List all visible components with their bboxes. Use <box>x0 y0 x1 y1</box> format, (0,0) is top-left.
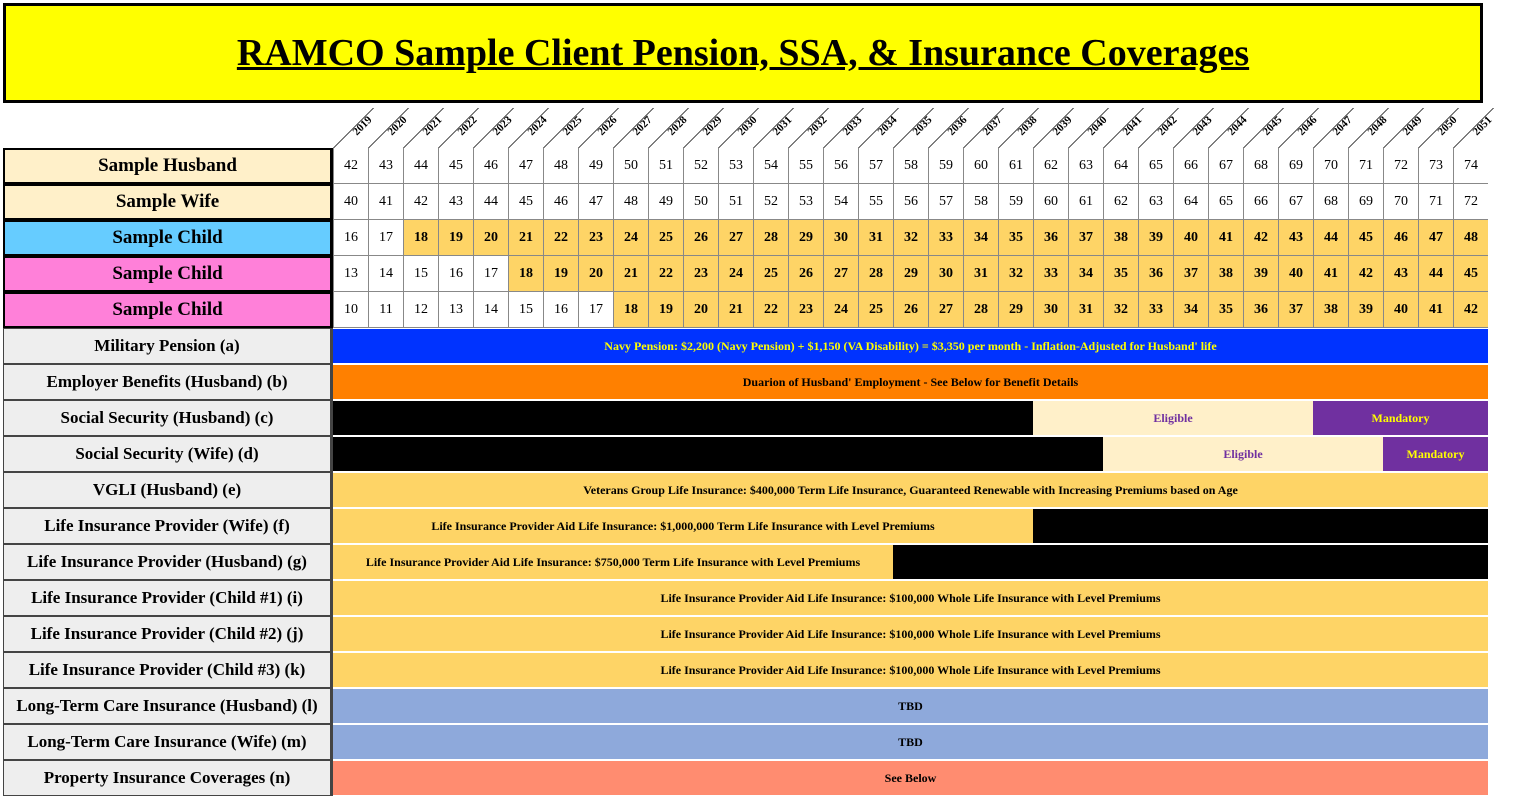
age-cell: 64 <box>1103 148 1138 184</box>
coverage-bar: Life Insurance Provider Aid Life Insurance: $100,000 Whole Life Insurance with Level Premiums <box>333 581 1488 615</box>
person-row <box>3 148 1492 184</box>
person-label: Sample Wife <box>3 184 333 220</box>
coverage-bar <box>333 437 1103 471</box>
age-cell: 52 <box>683 148 718 184</box>
age-cell: 70 <box>1383 184 1418 220</box>
age-cells <box>333 292 1492 328</box>
age-cell: 16 <box>333 220 368 256</box>
age-cell: 28 <box>753 220 788 256</box>
age-cell: 46 <box>1383 220 1418 256</box>
age-cell: 72 <box>1453 184 1488 220</box>
age-cell: 31 <box>858 220 893 256</box>
year-label: 2019 <box>350 113 375 138</box>
age-cell: 36 <box>1243 292 1278 328</box>
coverage-row <box>3 652 1492 688</box>
year-label: 2024 <box>525 113 550 138</box>
age-cell: 19 <box>648 292 683 328</box>
age-cell: 54 <box>753 148 788 184</box>
age-cell: 72 <box>1383 148 1418 184</box>
coverage-bar <box>333 401 1033 435</box>
age-cell: 68 <box>1243 148 1278 184</box>
year-label: 2045 <box>1260 113 1285 138</box>
year-label: 2022 <box>455 113 480 138</box>
age-cell: 25 <box>753 256 788 292</box>
year-label: 2034 <box>875 113 900 138</box>
age-cell: 12 <box>403 292 438 328</box>
age-cell: 56 <box>893 184 928 220</box>
coverage-bar: See Below <box>333 761 1488 795</box>
age-cell: 31 <box>1068 292 1103 328</box>
coverage-row <box>3 688 1492 724</box>
age-cell: 55 <box>858 184 893 220</box>
year-label: 2047 <box>1330 113 1355 138</box>
coverage-bar: Eligible <box>1103 437 1383 471</box>
age-cell: 25 <box>648 220 683 256</box>
age-cell: 23 <box>788 292 823 328</box>
age-cell: 28 <box>963 292 998 328</box>
year-label: 2041 <box>1120 113 1145 138</box>
age-cell: 30 <box>1033 292 1068 328</box>
age-cell: 35 <box>998 220 1033 256</box>
age-cell: 29 <box>893 256 928 292</box>
age-cell: 43 <box>438 184 473 220</box>
person-row <box>3 184 1492 220</box>
age-cell: 46 <box>473 148 508 184</box>
coverage-bar: Duarion of Husband' Employment - See Below for Benefit Details <box>333 365 1488 399</box>
coverage-bar: Veterans Group Life Insurance: $400,000 Term Life Insurance, Guaranteed Renewable with Increasing Premiums based on Age <box>333 473 1488 507</box>
age-cell: 43 <box>1278 220 1313 256</box>
age-cell: 32 <box>998 256 1033 292</box>
age-cell: 49 <box>648 184 683 220</box>
age-cell: 49 <box>578 148 613 184</box>
coverage-label: Long-Term Care Insurance (Wife) (m) <box>3 724 333 760</box>
coverage-row <box>3 400 1492 436</box>
age-cell: 45 <box>438 148 473 184</box>
age-cell: 61 <box>1068 184 1103 220</box>
age-cell: 35 <box>1208 292 1243 328</box>
coverage-label: Life Insurance Provider (Child #3) (k) <box>3 652 333 688</box>
coverage-label: VGLI (Husband) (e) <box>3 472 333 508</box>
age-cell: 28 <box>858 256 893 292</box>
age-cell: 15 <box>403 256 438 292</box>
age-cell: 21 <box>718 292 753 328</box>
age-cell: 24 <box>613 220 648 256</box>
age-cell: 34 <box>1068 256 1103 292</box>
age-cell: 52 <box>753 184 788 220</box>
coverage-bar: Mandatory <box>1383 437 1488 471</box>
age-cell: 17 <box>473 256 508 292</box>
year-label: 2049 <box>1400 113 1425 138</box>
age-cell: 38 <box>1313 292 1348 328</box>
year-label: 2021 <box>420 113 445 138</box>
age-cell: 42 <box>403 184 438 220</box>
age-cell: 37 <box>1068 220 1103 256</box>
age-cell: 42 <box>1348 256 1383 292</box>
age-cell: 60 <box>1033 184 1068 220</box>
coverage-bar: TBD <box>333 689 1488 723</box>
year-label: 2020 <box>385 113 410 138</box>
age-cell: 18 <box>403 220 438 256</box>
coverage-bar: Life Insurance Provider Aid Life Insurance: $1,000,000 Term Life Insurance with Level Premiums <box>333 509 1033 543</box>
age-cell: 57 <box>858 148 893 184</box>
age-cell: 25 <box>858 292 893 328</box>
age-cell: 45 <box>1453 256 1488 292</box>
age-cell: 44 <box>403 148 438 184</box>
coverage-row <box>3 760 1492 796</box>
age-cells <box>333 220 1492 256</box>
age-cell: 20 <box>578 256 613 292</box>
age-cell: 59 <box>998 184 1033 220</box>
year-label: 2032 <box>805 113 830 138</box>
age-cell: 18 <box>508 256 543 292</box>
coverage-bar: Life Insurance Provider Aid Life Insurance: $100,000 Whole Life Insurance with Level Premiums <box>333 617 1488 651</box>
age-cells <box>333 148 1492 184</box>
year-label: 2042 <box>1155 113 1180 138</box>
age-cell: 19 <box>438 220 473 256</box>
age-cell: 41 <box>1313 256 1348 292</box>
age-cell: 48 <box>613 184 648 220</box>
age-cells <box>333 184 1492 220</box>
age-cell: 29 <box>788 220 823 256</box>
age-cell: 66 <box>1243 184 1278 220</box>
age-cell: 36 <box>1138 256 1173 292</box>
year-label: 2044 <box>1225 113 1250 138</box>
coverage-row <box>3 328 1492 364</box>
age-cell: 73 <box>1418 148 1453 184</box>
person-label: Sample Child <box>3 256 333 292</box>
age-cell: 54 <box>823 184 858 220</box>
coverage-label: Life Insurance Provider (Husband) (g) <box>3 544 333 580</box>
age-cell: 63 <box>1068 148 1103 184</box>
age-cell: 27 <box>928 292 963 328</box>
age-cell: 43 <box>1383 256 1418 292</box>
age-cell: 56 <box>823 148 858 184</box>
coverage-row <box>3 364 1492 400</box>
age-cell: 29 <box>998 292 1033 328</box>
age-cell: 14 <box>368 256 403 292</box>
age-cell: 20 <box>683 292 718 328</box>
coverage-row <box>3 508 1492 544</box>
coverage-label: Property Insurance Coverages (n) <box>3 760 333 796</box>
age-cell: 71 <box>1348 148 1383 184</box>
coverage-bar <box>893 545 1488 579</box>
age-cell: 48 <box>1453 220 1488 256</box>
age-cell: 19 <box>543 256 578 292</box>
coverage-row <box>3 616 1492 652</box>
year-label: 2039 <box>1050 113 1075 138</box>
age-cell: 21 <box>613 256 648 292</box>
age-cell: 40 <box>1383 292 1418 328</box>
age-cells <box>333 256 1492 292</box>
age-cell: 46 <box>543 184 578 220</box>
person-row <box>3 292 1492 328</box>
age-cell: 33 <box>1033 256 1068 292</box>
coverage-bar: Life Insurance Provider Aid Life Insurance: $750,000 Term Life Insurance with Level Premiums <box>333 545 893 579</box>
age-cell: 50 <box>683 184 718 220</box>
age-cell: 38 <box>1208 256 1243 292</box>
coverage-label: Life Insurance Provider (Wife) (f) <box>3 508 333 544</box>
person-label: Sample Child <box>3 220 333 256</box>
person-row <box>3 220 1492 256</box>
year-label: 2023 <box>490 113 515 138</box>
age-cell: 65 <box>1208 184 1243 220</box>
age-cell: 14 <box>473 292 508 328</box>
age-cell: 36 <box>1033 220 1068 256</box>
year-label: 2051 <box>1470 113 1495 138</box>
year-label: 2036 <box>945 113 970 138</box>
age-cell: 41 <box>368 184 403 220</box>
age-cell: 24 <box>718 256 753 292</box>
age-cell: 65 <box>1138 148 1173 184</box>
year-label: 2035 <box>910 113 935 138</box>
coverage-label: Social Security (Wife) (d) <box>3 436 333 472</box>
age-cell: 34 <box>963 220 998 256</box>
age-cell: 26 <box>683 220 718 256</box>
age-cell: 44 <box>1418 256 1453 292</box>
age-cell: 63 <box>1138 184 1173 220</box>
year-label: 2048 <box>1365 113 1390 138</box>
year-label: 2031 <box>770 113 795 138</box>
person-label: Sample Husband <box>3 148 333 184</box>
age-cell: 39 <box>1138 220 1173 256</box>
age-cell: 39 <box>1348 292 1383 328</box>
year-label: 2043 <box>1190 113 1215 138</box>
age-cell: 62 <box>1033 148 1068 184</box>
age-cell: 37 <box>1173 256 1208 292</box>
age-cell: 30 <box>823 220 858 256</box>
page-title: RAMCO Sample Client Pension, SSA, & Insurance Coverages <box>236 32 1250 74</box>
year-label: 2037 <box>980 113 1005 138</box>
age-cell: 35 <box>1103 256 1138 292</box>
age-cell: 11 <box>368 292 403 328</box>
coverage-bar: TBD <box>333 725 1488 759</box>
age-cell: 42 <box>1243 220 1278 256</box>
coverage-label: Life Insurance Provider (Child #2) (j) <box>3 616 333 652</box>
age-cell: 34 <box>1173 292 1208 328</box>
age-cell: 42 <box>333 148 368 184</box>
coverage-label: Long-Term Care Insurance (Husband) (l) <box>3 688 333 724</box>
age-cell: 71 <box>1418 184 1453 220</box>
age-cell: 18 <box>613 292 648 328</box>
year-label: 2025 <box>560 113 585 138</box>
year-label: 2050 <box>1435 113 1460 138</box>
year-label: 2040 <box>1085 113 1110 138</box>
coverage-row <box>3 580 1492 616</box>
coverage-row <box>3 472 1492 508</box>
year-label: 2038 <box>1015 113 1040 138</box>
age-cell: 45 <box>1348 220 1383 256</box>
age-cell: 70 <box>1313 148 1348 184</box>
coverage-bar: Eligible <box>1033 401 1313 435</box>
age-cell: 22 <box>543 220 578 256</box>
age-cell: 32 <box>893 220 928 256</box>
age-cell: 33 <box>928 220 963 256</box>
age-cell: 74 <box>1453 148 1488 184</box>
age-cell: 51 <box>648 148 683 184</box>
age-cell: 38 <box>1103 220 1138 256</box>
year-label: 2030 <box>735 113 760 138</box>
age-cell: 23 <box>578 220 613 256</box>
year-label: 2033 <box>840 113 865 138</box>
age-cell: 40 <box>333 184 368 220</box>
age-cell: 47 <box>508 148 543 184</box>
age-cell: 68 <box>1313 184 1348 220</box>
age-cell: 64 <box>1173 184 1208 220</box>
age-cell: 58 <box>893 148 928 184</box>
age-cell: 23 <box>683 256 718 292</box>
coverage-row <box>3 544 1492 580</box>
age-cell: 41 <box>1208 220 1243 256</box>
age-cell: 50 <box>613 148 648 184</box>
age-cell: 60 <box>963 148 998 184</box>
age-cell: 21 <box>508 220 543 256</box>
age-cell: 31 <box>963 256 998 292</box>
age-cell: 48 <box>543 148 578 184</box>
age-cell: 53 <box>718 148 753 184</box>
person-label: Sample Child <box>3 292 333 328</box>
age-cell: 69 <box>1348 184 1383 220</box>
age-cell: 17 <box>368 220 403 256</box>
age-cell: 69 <box>1278 148 1313 184</box>
age-cell: 62 <box>1103 184 1138 220</box>
age-cell: 16 <box>543 292 578 328</box>
age-cell: 15 <box>508 292 543 328</box>
age-cell: 13 <box>438 292 473 328</box>
age-cell: 67 <box>1208 148 1243 184</box>
age-cell: 39 <box>1243 256 1278 292</box>
year-label: 2026 <box>595 113 620 138</box>
age-cell: 55 <box>788 148 823 184</box>
age-cell: 44 <box>1313 220 1348 256</box>
age-cell: 27 <box>718 220 753 256</box>
coverage-row <box>3 724 1492 760</box>
age-cell: 61 <box>998 148 1033 184</box>
coverage-row <box>3 436 1492 472</box>
age-cell: 16 <box>438 256 473 292</box>
age-cell: 20 <box>473 220 508 256</box>
coverage-grid <box>3 148 1492 796</box>
age-cell: 42 <box>1453 292 1488 328</box>
year-header <box>333 108 1495 148</box>
age-cell: 24 <box>823 292 858 328</box>
age-cell: 41 <box>1418 292 1453 328</box>
coverage-label: Life Insurance Provider (Child #1) (i) <box>3 580 333 616</box>
age-cell: 57 <box>928 184 963 220</box>
age-cell: 22 <box>648 256 683 292</box>
age-cell: 30 <box>928 256 963 292</box>
age-cell: 27 <box>823 256 858 292</box>
age-cell: 44 <box>473 184 508 220</box>
coverage-bar <box>1033 509 1488 543</box>
year-label: 2029 <box>700 113 725 138</box>
coverage-bar: Mandatory <box>1313 401 1488 435</box>
age-cell: 59 <box>928 148 963 184</box>
age-cell: 43 <box>368 148 403 184</box>
age-cell: 66 <box>1173 148 1208 184</box>
age-cell: 37 <box>1278 292 1313 328</box>
coverage-bar: Navy Pension: $2,200 (Navy Pension) + $1,150 (VA Disability) = $3,350 per month - Inflation-Adjusted for Husband' life <box>333 329 1488 363</box>
year-label: 2046 <box>1295 113 1320 138</box>
age-cell: 40 <box>1278 256 1313 292</box>
age-cell: 45 <box>508 184 543 220</box>
year-label: 2028 <box>665 113 690 138</box>
coverage-label: Employer Benefits (Husband) (b) <box>3 364 333 400</box>
age-cell: 22 <box>753 292 788 328</box>
age-cell: 10 <box>333 292 368 328</box>
coverage-bar: Life Insurance Provider Aid Life Insurance: $100,000 Whole Life Insurance with Level Premiums <box>333 653 1488 687</box>
age-cell: 47 <box>578 184 613 220</box>
age-cell: 53 <box>788 184 823 220</box>
coverage-label: Social Security (Husband) (c) <box>3 400 333 436</box>
person-row <box>3 256 1492 292</box>
age-cell: 13 <box>333 256 368 292</box>
age-cell: 47 <box>1418 220 1453 256</box>
coverage-label: Military Pension (a) <box>3 328 333 364</box>
title-banner <box>3 3 1483 103</box>
age-cell: 26 <box>788 256 823 292</box>
age-cell: 51 <box>718 184 753 220</box>
year-label: 2027 <box>630 113 655 138</box>
age-cell: 32 <box>1103 292 1138 328</box>
age-cell: 67 <box>1278 184 1313 220</box>
age-cell: 17 <box>578 292 613 328</box>
age-cell: 40 <box>1173 220 1208 256</box>
age-cell: 26 <box>893 292 928 328</box>
age-cell: 58 <box>963 184 998 220</box>
age-cell: 33 <box>1138 292 1173 328</box>
